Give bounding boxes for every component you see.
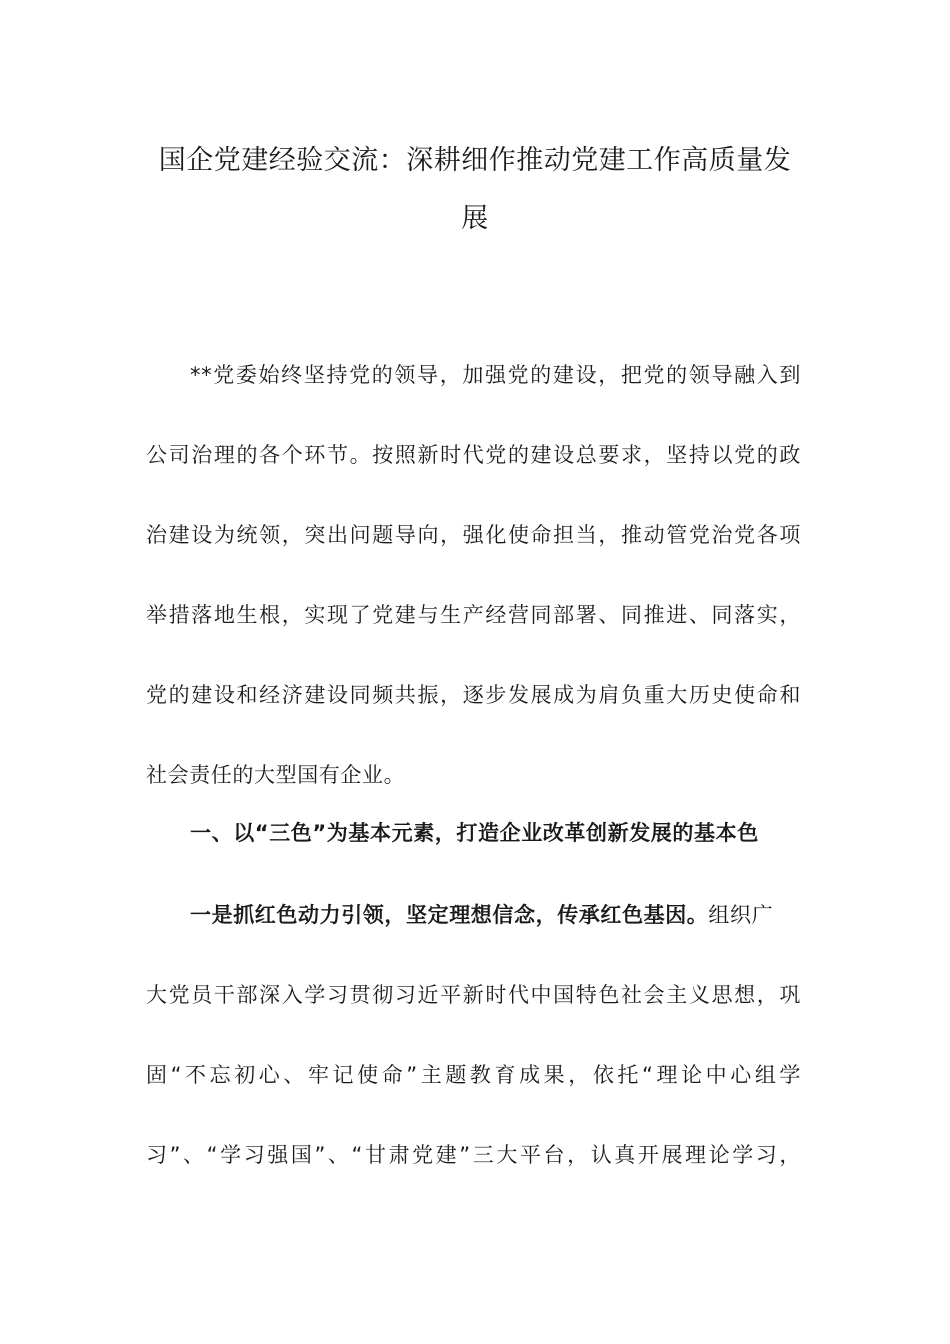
paragraph-line: 大党员干部深入学习贯彻习近平新时代中国特色社会主义思想，巩: [146, 983, 801, 1007]
paragraph-line: [146, 895, 801, 935]
paragraph-line: 社会责任的大型国有企业。: [146, 763, 406, 787]
section-heading-text: 一、以“三色”为基本元素，打造企业改革创新发展的基本色: [190, 821, 759, 845]
paragraph-line: 治建设为统领，突出问题导向，强化使命担当，推动管党治党各项: [146, 523, 801, 547]
title-line-2: 展: [461, 203, 489, 234]
paragraph-red-power: [146, 895, 801, 1175]
paragraph-intro: [146, 355, 801, 795]
paragraph-line: 党的建设和经济建设同频共振，逐步发展成为肩负重大历史使命和: [146, 683, 801, 707]
section-heading: [146, 813, 801, 853]
paragraph-lead-bold: 一是抓红色动力引领，坚定理想信念，传承红色基因。: [190, 903, 709, 927]
paragraph-line: 公司治理的各个环节。按照新时代党的建设总要求，坚持以党的政: [146, 443, 801, 467]
paragraph-line: 固“不忘初心、牢记使命”主题教育成果，依托“理论中心组学: [146, 1063, 801, 1087]
document-title: [145, 132, 805, 248]
paragraph-line: **党委始终坚持党的领导，加强党的建设，把党的领导融入到: [190, 363, 801, 387]
paragraph-line: 举措落地生根，实现了党建与生产经营同部署、同推进、同落实，: [146, 603, 801, 627]
paragraph-line: 习”、“学习强国”、“甘肃党建”三大平台，认真开展理论学习，: [146, 1143, 801, 1167]
title-line-1: 国企党建经验交流：深耕细作推动党建工作高质量发: [158, 145, 792, 176]
paragraph-lead-rest: 组织广: [708, 903, 774, 927]
